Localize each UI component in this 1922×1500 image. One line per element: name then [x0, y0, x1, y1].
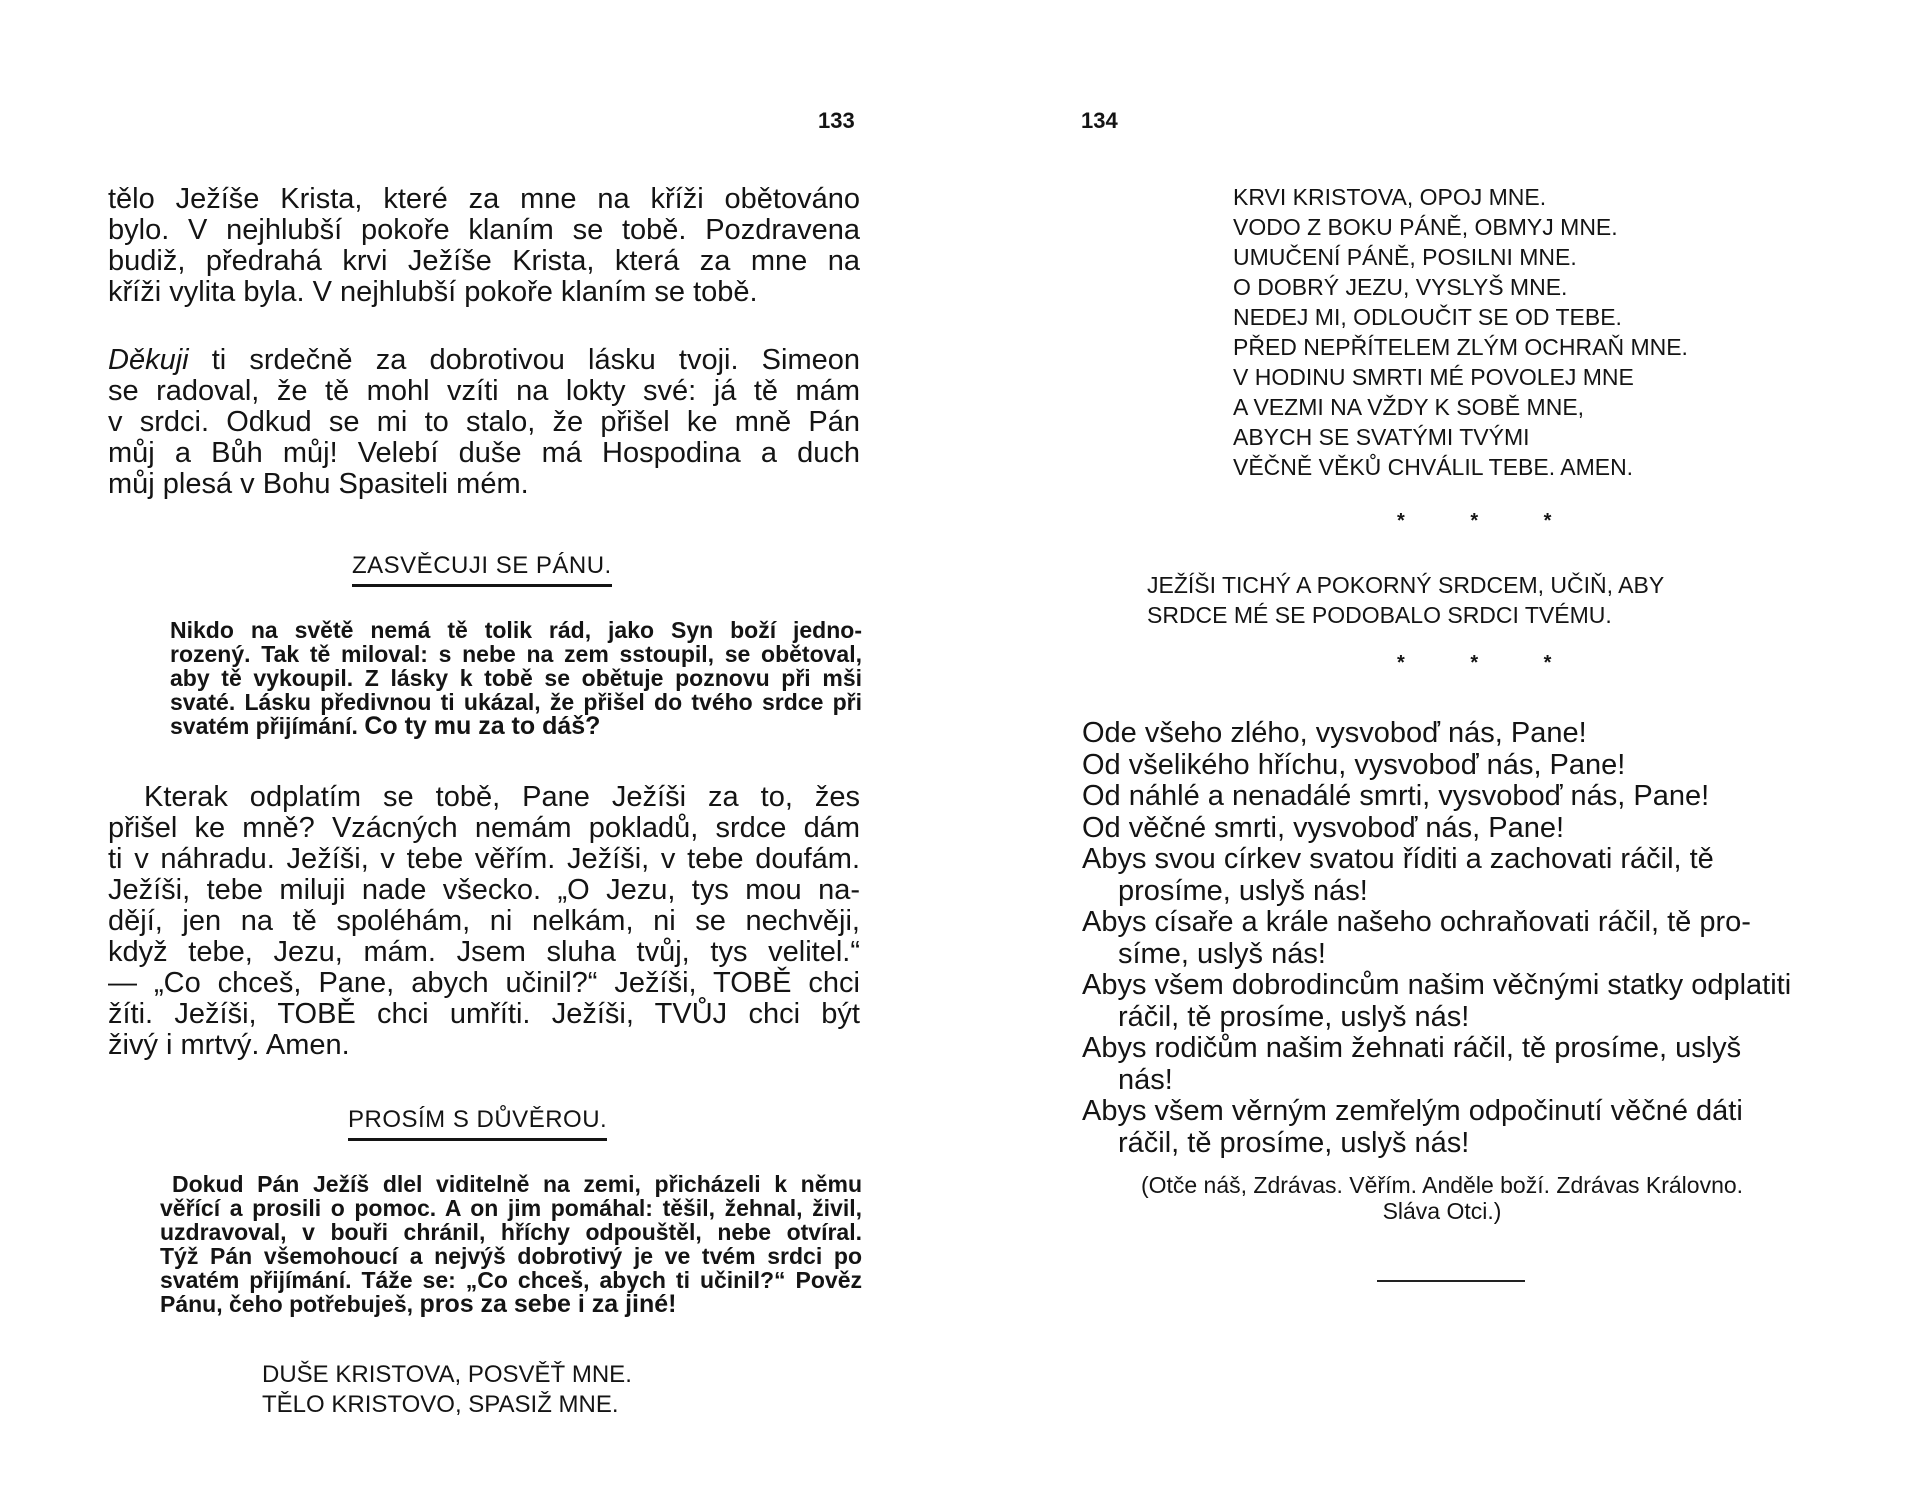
prayer-paragraph [108, 782, 860, 1061]
text-line: ti v náhradu. Ježíši, v tebe věřím. Ježíši, v tebe doufám. [108, 843, 860, 875]
text-line: ráčil, tě prosíme, uslyš nás! [1118, 1126, 1470, 1159]
text-line: Od náhlé a nenadálé smrti, vysvoboď nás, Pane! [1082, 780, 1710, 812]
text-line: dějí, jen na tě spoléhám, ni nelkám, ni se nechvěji, [108, 905, 860, 937]
text-line: ABYCH SE SVATÝMI TVÝMI [1233, 424, 1530, 450]
anima-christi-continued [1233, 182, 1688, 482]
text-line: budiž, předrahá krvi Ježíše Krista, která za mne na [108, 245, 860, 277]
section-2-paragraph [160, 1172, 862, 1316]
litany-item [1082, 907, 1792, 970]
text-line: Abys svou církev svatou říditi a zachovati ráčil, tě [1082, 843, 1714, 875]
text-fragment: svatém přijímání. [170, 713, 365, 739]
emphasis: Co ty mu za to dáš? [364, 712, 601, 740]
litany-item [1082, 718, 1792, 750]
text-line: přišel ke mně? Vzácných nemám pokladů, srdce dám [108, 812, 860, 844]
text-line: Nikdo na světě nemá tě tolik rád, jako Syn boží jedno- [170, 617, 862, 643]
text-line [108, 345, 860, 376]
text-line: uzdravoval, v bouři chránil, hříchy odpouštěl, nebe otvíral. [160, 1219, 862, 1245]
section-heading: ZASVĚCUJI SE PÁNU. [352, 552, 612, 587]
text-fragment: Pánu, čeho potřebuješ, [160, 1291, 420, 1317]
text-line: v srdci. Odkud se mi to stalo, že přišel ke mně Pán [108, 406, 860, 438]
text-line: SRDCE MÉ SE PODOBALO SRDCI TVÉMU. [1147, 602, 1612, 628]
litany-item [1082, 781, 1792, 813]
text-line: Abys všem dobrodincům našim věčnými statky odplatiti [1082, 969, 1792, 1001]
text-line: VĚČNĚ VĚKŮ CHVÁLIL TEBE. AMEN. [1233, 454, 1634, 480]
text-line: — „Co chceš, Pane, abych učinil?“ Ježíši, TOBĚ chci [108, 967, 860, 999]
emphasis: pros za sebe i za jiné! [419, 1290, 677, 1318]
text-line: věřící a prosili o pomoc. A on jim pomáhal: těšil, žehnal, živil, [160, 1195, 862, 1221]
text-line: tělo Ježíše Krista, které za mne na kříži obětováno [108, 183, 860, 215]
text-line: Ode všeho zlého, vysvoboď nás, Pane! [1082, 717, 1587, 749]
text-line: živý i mrtvý. Amen. [108, 1029, 350, 1061]
text-line: můj plesá v Bohu Spasiteli mém. [108, 468, 529, 500]
text-line: Od věčné smrti, vysvoboď nás, Pane! [1082, 811, 1565, 844]
text-line: síme, uslyš nás! [1118, 937, 1326, 970]
text-line: PŘED NEPŘÍTELEM ZLÝM OCHRAŇ MNE. [1233, 334, 1688, 360]
litany-item [1082, 813, 1792, 845]
section-separator: * * * [1397, 510, 1582, 532]
text-line: VODO Z BOKU PÁNĚ, OBMYJ MNE. [1233, 214, 1618, 240]
text-line: když tebe, Jezu, mám. Jsem sluha tvůj, tys velitel.“ [108, 936, 860, 968]
text-line: bylo. V nejhlubší pokoře klaním se tobě. Pozdravena [108, 214, 860, 246]
page-number: 134 [1081, 108, 1118, 133]
text-line: se radoval, že tě mohl vzíti na lokty své: já tě mám [108, 375, 860, 407]
litany-item [1082, 1096, 1792, 1159]
text-line: rozený. Tak tě miloval: s nebe na zem sstoupil, se obětoval, [170, 641, 862, 667]
end-rule [1377, 1280, 1525, 1282]
text-line: NEDEJ MI, ODLOUČIT SE OD TEBE. [1233, 304, 1622, 330]
text-line: kříži vylita byla. V nejhlubší pokoře klaním se tobě. [108, 276, 758, 308]
text-line: Týž Pán všemohoucí a nejvýš dobrotivý je ve tvém srdci po [160, 1243, 862, 1269]
closing-note [1077, 1172, 1807, 1224]
litany [1082, 718, 1792, 1159]
text-line: svatém přijímání. Táže se: „Co chceš, abych ti učinil?“ Pověz [160, 1267, 862, 1293]
text-line: A VEZMI NA VŽDY K SOBĚ MNE, [1233, 394, 1585, 420]
text-line: Sláva Otci.) [1382, 1198, 1502, 1224]
text-line: ráčil, tě prosíme, uslyš nás! [1118, 1000, 1470, 1033]
text-line: Abys rodičům našim žehnati ráčil, tě prosíme, uslyš [1082, 1032, 1742, 1064]
intro-paragraph [108, 184, 860, 308]
litany-item [1082, 970, 1792, 1033]
text-line: svaté. Lásku předivnou ti ukázal, že přišel do tvého srdce při [170, 689, 862, 715]
right-page [961, 0, 1922, 1500]
text-line: Abys císaře a krále našeho ochraňovati ráčil, tě pro- [1082, 906, 1751, 938]
thanks-paragraph [108, 345, 860, 500]
page-number: 133 [818, 108, 855, 133]
anima-christi-start [262, 1360, 632, 1420]
text-line: aby tě vykoupil. Z lásky k tobě se obětuje poznovu při mši [170, 665, 862, 691]
section-1-paragraph [170, 618, 862, 738]
text-line: UMUČENÍ PÁNĚ, POSILNI MNE. [1233, 244, 1577, 270]
litany-item [1082, 844, 1792, 907]
text-line: Kterak odplatím se tobě, Pane Ježíši za to, žes [144, 781, 860, 813]
text-line [160, 1292, 862, 1316]
text-line: V HODINU SMRTI MÉ POVOLEJ MNE [1233, 364, 1634, 390]
text-line: (Otče náš, Zdrávas. Věřím. Anděle boží. Zdrávas Královno. [1140, 1172, 1744, 1198]
text-line [170, 714, 862, 738]
text-line: O DOBRÝ JEZU, VYSLYŠ MNE. [1233, 274, 1568, 300]
litany-item [1082, 1033, 1792, 1096]
text-line: prosíme, uslyš nás! [1118, 874, 1368, 907]
text-line: nás! [1118, 1063, 1173, 1096]
text-line: žíti. Ježíši, TOBĚ chci umříti. Ježíši, TVŮJ chci být [108, 998, 860, 1030]
text-line: můj a Bůh můj! Velebí duše má Hospodina a duch [108, 437, 860, 469]
jesus-invocation [1147, 570, 1664, 630]
text-line: DUŠE KRISTOVA, POSVĚŤ MNE. [262, 1361, 632, 1388]
text-line: Od všelikého hříchu, vysvoboď nás, Pane! [1082, 748, 1626, 781]
text-fragment: ti srdečně za dobrotivou lásku tvoji. Simeon [188, 344, 860, 376]
litany-item [1082, 750, 1792, 782]
text-line: Dokud Pán Ježíš dlel viditelně na zemi, přicházeli k němu [172, 1171, 862, 1197]
text-line: KRVI KRISTOVA, OPOJ MNE. [1233, 184, 1547, 210]
italic-word: Děkuji [108, 344, 189, 376]
text-line: Abys všem věrným zemřelým odpočinutí věčné dáti [1082, 1095, 1743, 1127]
section-heading: PROSÍM S DŮVĚROU. [348, 1106, 607, 1141]
section-separator: * * * [1397, 652, 1582, 674]
text-line: JEŽÍŠI TICHÝ A POKORNÝ SRDCEM, UČIŇ, ABY [1147, 572, 1665, 598]
text-line: TĚLO KRISTOVO, SPASIŽ MNE. [262, 1391, 619, 1418]
text-line: Ježíši, tebe miluji nade všecko. „O Jezu, tys mou na- [108, 874, 860, 906]
